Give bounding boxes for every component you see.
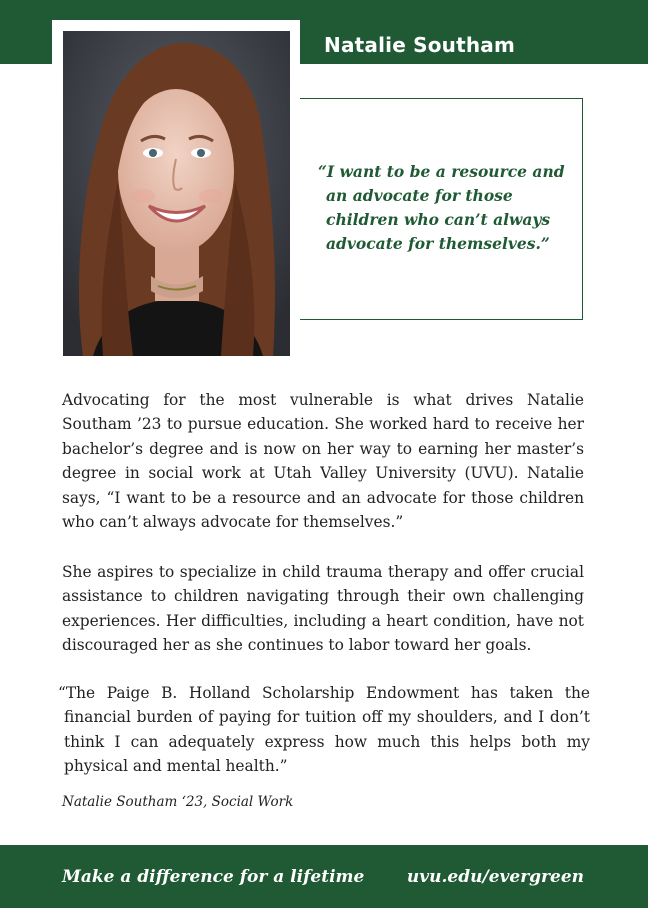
footer-tagline: Make a difference for a lifetime bbox=[62, 867, 365, 887]
testimonial-quote: “The Paige B. Holland Scholarship Endowment has taken the financial burden of paying for tuition off my shoulders, and I don’t think I can adequately express how much this helps both my physical and mental health.” bbox=[58, 684, 590, 776]
pull-quote: “I want to be a resource and an advocate for those children who can’t always advocate for themselves.” bbox=[318, 162, 565, 253]
portrait-photo bbox=[63, 31, 290, 356]
footer-url-link[interactable]: uvu.edu/evergreen bbox=[406, 867, 584, 887]
quote-attribution: Natalie Southam ‘23, Social Work bbox=[62, 794, 294, 810]
body-paragraph-1: Advocating for the most vulnerable is what drives Natalie Southam ’23 to pursue education. She worked hard to receive her bachelor’s degree and is now on her way to earning her master’s degree in social work at Utah Valley University (UVU). Natalie says, “I want to be a resource and an advocate for those children who can’t always advocate for themselves.” bbox=[62, 391, 584, 532]
profile-name: Natalie Southam bbox=[324, 33, 516, 57]
body-paragraph-2: She aspires to specialize in child trauma therapy and offer crucial assistance to children navigating through their own challenging experiences. Her difficulties, including a heart condition, have not discouraged her as she continues to labor toward her goals. bbox=[62, 563, 584, 655]
